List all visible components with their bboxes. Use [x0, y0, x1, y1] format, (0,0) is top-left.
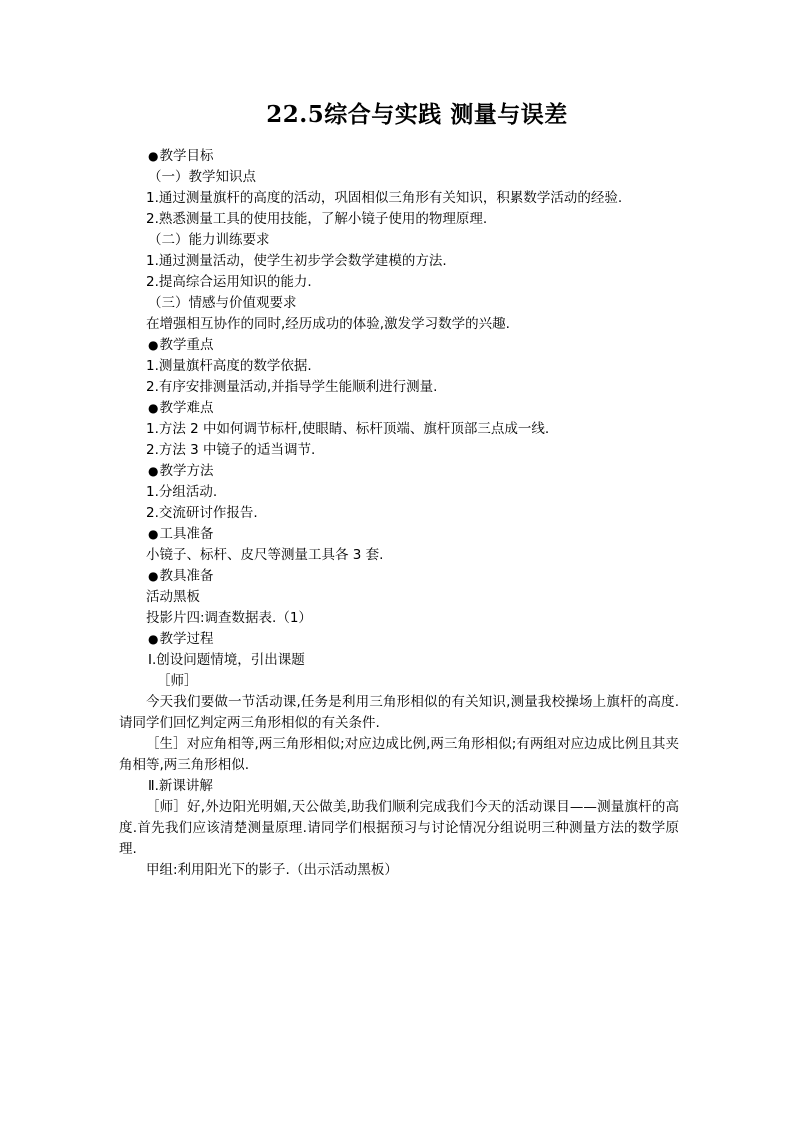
- section-heading-methods: ● 教学方法: [119, 461, 679, 482]
- paragraph-tools-1: 小镜子、标杆、皮尺等测量工具各 3 套.: [146, 547, 384, 563]
- section-heading-tools: ● 工具准备: [119, 524, 679, 545]
- paragraph-teacher-2: ［师］好,外边阳光明媚,天公做美,助我们顺利完成我们今天的活动课目——测量旗杆的高度.首先我们应该清楚测量原理.请同学们根据预习与讨论情况分组说明三种测量方法的数学原理.: [119, 799, 679, 857]
- subsection-knowledge: （一）教学知识点: [148, 169, 256, 185]
- section-heading-difficulties: ● 教学难点: [119, 398, 679, 419]
- paragraph-knowledge-1: 1.通过测量旗杆的高度的活动，巩固相似三角形有关知识，积累数学活动的经验.: [146, 190, 623, 206]
- part-2-heading: Ⅱ.新课讲解: [148, 778, 213, 794]
- section-heading-teaching-aids: ● 教具准备: [119, 566, 679, 587]
- teacher-label: ［师］: [157, 673, 198, 689]
- paragraph-ability-2: 2.提高综合运用知识的能力.: [146, 274, 312, 290]
- document-title: 22.5综合与实践 测量与误差: [266, 101, 568, 128]
- paragraph-aids-2: 投影片四:调查数据表.（1）: [146, 610, 312, 626]
- paragraph-ability-1: 1.通过测量活动，使学生初步学会数学建模的方法.: [146, 253, 447, 269]
- subsection-ability: （二）能力训练要求: [148, 232, 270, 248]
- paragraph-method-2: 2.交流研讨作报告.: [146, 505, 258, 521]
- section-heading-teaching-process: ● 教学过程: [119, 629, 679, 650]
- paragraph-difficulty-1: 1.方法 2 中如何调节标杆,使眼睛、标杆顶端、旗杆顶部三点成一线.: [146, 421, 550, 437]
- paragraph-difficulty-2: 2.方法 3 中镜子的适当调节.: [146, 442, 316, 458]
- paragraph-key-2: 2.有序安排测量活动,并指导学生能顺利进行测量.: [146, 379, 438, 395]
- paragraph-teacher-1: 今天我们要做一节活动课,任务是利用三角形相似的有关知识,测量我校操场上旗杆的高度.请同学们回忆判定两三角形相似的有关条件.: [119, 694, 679, 731]
- subsection-values: （三）情感与价值观要求: [148, 295, 297, 311]
- paragraph-method-1: 1.分组活动.: [146, 484, 218, 500]
- paragraph-student-1: ［生］对应角相等,两三角形相似;对应边成比例,两三角形相似;有两组对应边成比例且其夹角相等,两三角形相似.: [119, 736, 679, 773]
- paragraph-aids-1: 活动黑板: [146, 589, 200, 605]
- document-body: [119, 146, 679, 881]
- paragraph-values-1: 在增强相互协作的同时,经历成功的体验,激发学习数学的兴趣.: [146, 316, 510, 332]
- paragraph-group-a: 甲组:利用阳光下的影子.（出示活动黑板）: [146, 862, 398, 878]
- paragraph-key-1: 1.测量旗杆高度的数学依据.: [146, 358, 312, 374]
- section-heading-teaching-goals: ● 教学目标: [119, 146, 679, 167]
- part-1-heading: Ⅰ.创设问题情境，引出课题: [148, 652, 305, 668]
- paragraph-knowledge-2: 2.熟悉测量工具的使用技能，了解小镜子使用的物理原理.: [146, 211, 488, 227]
- section-heading-key-points: ● 教学重点: [119, 335, 679, 356]
